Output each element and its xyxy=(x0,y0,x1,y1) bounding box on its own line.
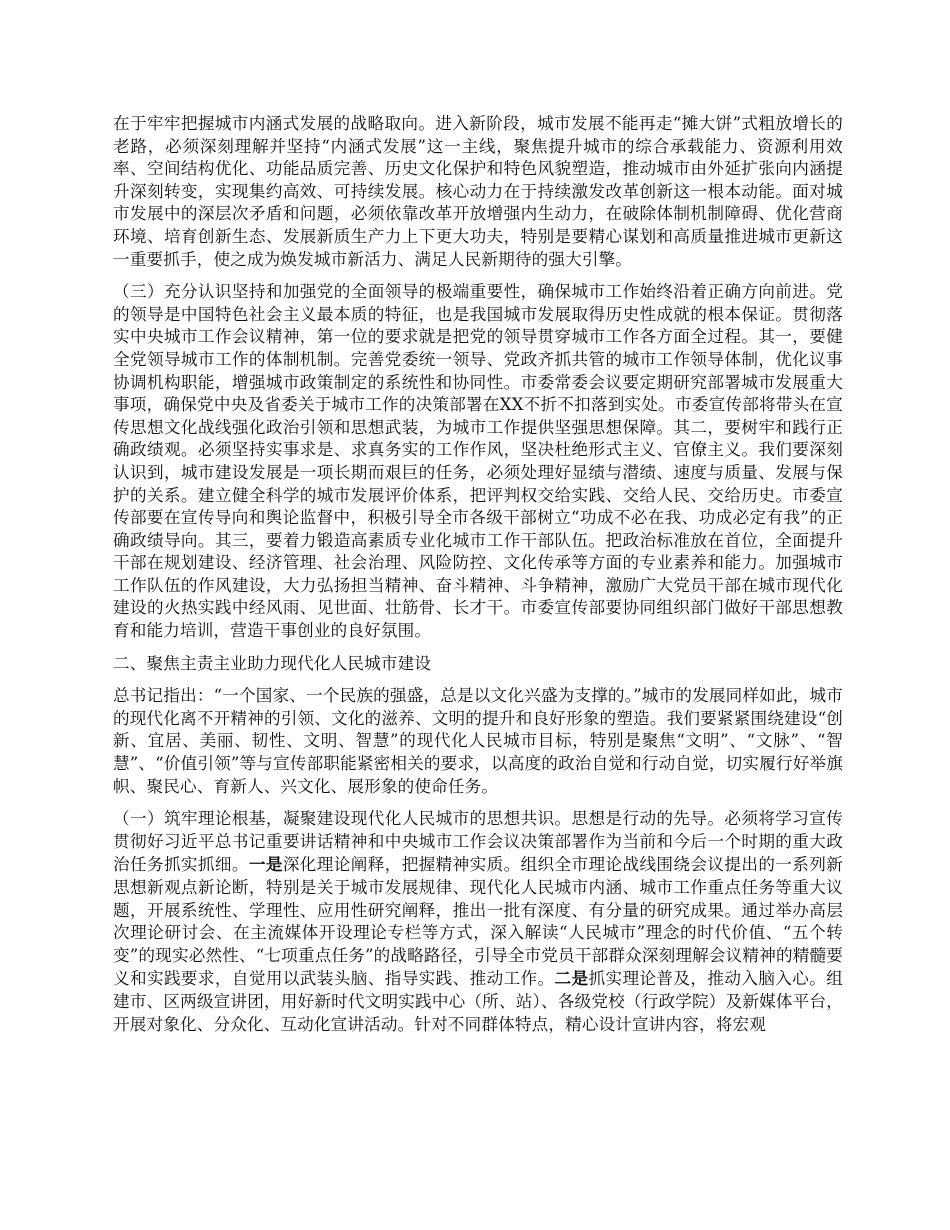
paragraph-party-leadership: （三）充分认识坚持和加强党的全面领导的极端重要性，确保城市工作始终沿着正确方向前进。党的领导是中国特色社会主义最本质的特征，也是我国城市发展取得历史性成就的根本保证。贯彻落实中央城市工作会议精神，第一位的要求就是把党的领导贯穿城市工作各方面全过程。其一，要健全党领导城市工作的体制机制。完善党委统一领导、党政齐抓共管的城市工作领导体制，优化议事协调机构职能，增强城市政策制定的系统性和协同性。市委常委会议要定期研究部署城市发展重大事项，确保党中央及省委关于城市工作的决策部署在XX不折不扣落到实处。市委宣传部将带头在宣传思想文化战线强化政治引领和思想武装，为城市工作提供坚强思想保障。其二，要树牢和践行正确政绩观。必须坚持实事求是、求真务实的工作作风，坚决杜绝形式主义、官僚主义。我们要深刻认识到，城市建设发展是一项长期而艰巨的任务，必须处理好显绩与潜绩、速度与质量、发展与保护的关系。建立健全科学的城市发展评价体系，把评判权交给实践、交给人民、交给历史。市委宣传部要在宣传导向和舆论监督中，积极引导全市各级干部树立“功成不必在我、功成必定有我”的正确政绩导向。其三，要着力锻造高素质专业化城市工作干部队伍。把政治标准放在首位，全面提升干部在规划建设、经济管理、社会治理、风险防控、文化传承等方面的专业素养和能力。加强城市工作队伍的作风建设，大力弘扬担当精神、奋斗精神、斗争精神，激励广大党员干部在城市现代化建设的火热实践中经风雨、见世面、壮筋骨、长才干。市委宣传部要协同组织部门做好干部思想教育和能力培训，营造干事创业的良好氛围。 xyxy=(113,282,843,641)
section-heading-2: 二、聚焦主责主业助力现代化人民城市建设 xyxy=(113,653,432,673)
document-body xyxy=(113,113,843,1046)
theory-intro-text: （一）筑牢理论根基，凝聚建设现代化人民城市的思想共识。思想是行动的先导。必须将学习宣传贯彻好习近平总书记重要讲话精神和中央城市工作会议决策部署作为当前和今后一个时期的重大政治任务抓实抓细。 xyxy=(113,809,843,875)
paragraph-inner-development: 在于牢牢把握城市内涵式发展的战略取向。进入新阶段，城市发展不能再走“摊大饼”式粗放增长的老路，必须深刻理解并坚持“内涵式发展”这一主线，聚焦提升城市的综合承载能力、资源利用效率、空间结构优化、功能品质完善、历史文化保护和特色风貌塑造，推动城市由外延扩张向内涵提升深刻转变，实现集约高效、可持续发展。核心动力在于持续激发改革创新这一根本动能。面对城市发展中的深层次矛盾和问题，必须依靠改革开放增强内生动力，在破除体制机制障碍、优化营商环境、培育创新生态、发展新质生产力上下更大功夫，特别是要精心谋划和高质量推进城市更新这一重要抓手，使之成为焕发城市新活力、满足人民新期待的强大引擎。 xyxy=(113,114,843,269)
point-two-text: 抓实理论普及，推动入脑入心。组建市、区两级宣讲团，用好新时代文明实践中心（所、站）、各级党校（行政学院）及新媒体平台，开展对象化、分众化、互动化宣讲活动。针对不同群体特点，精心设计宣讲内容，将宏观 xyxy=(113,969,843,1034)
point-two-label: 二是 xyxy=(554,968,589,989)
paragraph-culture-support: 总书记指出：“一个国家、一个民族的强盛，总是以文化兴盛为支撑的。”城市的发展同样如此，城市的现代化离不开精神的引领、文化的滋养、文明的提升和良好形象的塑造。我们要紧紧围绕建设“创新、宜居、美丽、韧性、文明、智慧”的现代化人民城市目标，特别是聚焦“文明”、“文脉”、“智慧”、“价值引领”等与宣传部职能紧密相关的要求，以高度的政治自觉和行动自觉，切实履行好举旗帜、聚民心、育新人、兴文化、展形象的使命任务。 xyxy=(113,686,843,796)
point-one-text: 深化理论阐释，把握精神实质。组织全市理论战线围绕会议提出的一系列新思想新观点新论断，特别是关于城市发展规律、现代化人民城市内涵、城市工作重点任务等重大议题，开展系统性、学理性、应用性研究阐释，推出一批有深度、有分量的研究成果。通过举办高层次理论研讨会、在主流媒体开设理论专栏等方式，深入解读“人民城市”理念的时代价值、“五个转变”的现实必然性、“七项重点任务”的战略路径，引导全市党员干部群众深刻理解会议精神的精髓要义和实践要求，自觉用以武装头脑、指导实践、推动工作。 xyxy=(113,855,843,989)
point-one-label: 一是 xyxy=(248,854,283,875)
paragraph-theory-foundation xyxy=(113,808,843,1036)
